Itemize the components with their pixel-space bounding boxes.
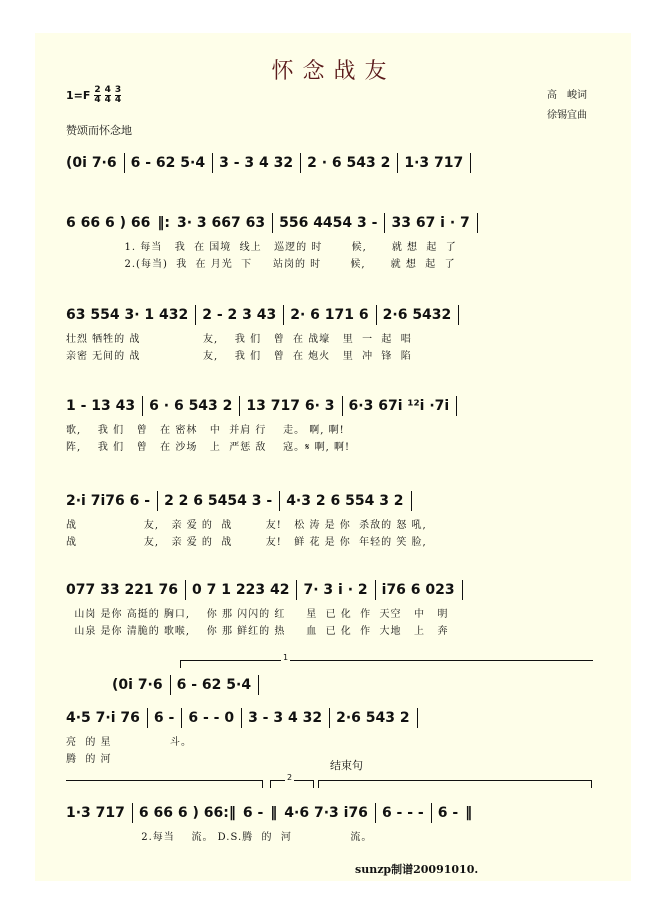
measure-notes: 1·3 717 xyxy=(404,155,464,171)
barline xyxy=(411,491,412,511)
measure-notes: 6 - - 0 xyxy=(188,710,235,726)
measure-notes: 2 · 6 543 2 xyxy=(307,155,391,171)
lyric-line: 歌, 我 们 曾 在 密林 中 并肩 行 走。 啊, 啊! xyxy=(66,425,345,436)
time-sig-4-4: $\frac{4}{4}$ xyxy=(104,85,111,105)
lyric-line: 壮烈 牺牲的 战 友, 我 们 曾 在 战壕 里 一 起 唱 xyxy=(66,334,412,345)
measure-notes: 6 - 62 5·4 xyxy=(176,677,252,693)
measure-notes: 6·3 67i ¹²i ·7i xyxy=(348,398,450,414)
measure-notes: 2·6 5432 xyxy=(382,307,452,323)
measure-notes: 6 - 62 5·4 xyxy=(130,155,206,171)
barline xyxy=(185,580,186,600)
measure-notes: 6 · 6 543 2 xyxy=(149,398,233,414)
measure-notes: ‖: xyxy=(157,215,170,231)
notation-line xyxy=(66,800,587,826)
measure-notes: 13 717 6· 3 xyxy=(246,398,335,414)
volta-2-bracket: 2 xyxy=(270,780,314,788)
barline xyxy=(212,153,213,173)
composer-credit: 徐锡宜曲 xyxy=(547,110,587,121)
notation-line xyxy=(112,672,587,698)
song-title: 怀念战友 xyxy=(271,59,396,84)
footer-credit: sunzp制谱20091010. xyxy=(355,863,479,876)
barline xyxy=(417,708,418,728)
volta-1-bracket: 1 xyxy=(180,660,593,668)
measure-notes: 0 7 1 223 42 xyxy=(192,582,290,598)
lyric-line: 1. 每当 我 在 国境 线上 巡逻的 时 候, 就 想 起 了 xyxy=(66,242,457,253)
measure-notes: 6 - xyxy=(153,710,175,726)
measure-notes: 077 33 221 76 xyxy=(66,582,179,598)
barline xyxy=(258,675,259,695)
barline xyxy=(470,153,471,173)
measure-notes: 6 - - - xyxy=(381,805,424,821)
measure-notes: 63 554 3· 1 432 xyxy=(66,307,189,323)
barline xyxy=(272,213,273,233)
lyric-line: 2.(每当) 我 在 月光 下 站岗的 时 候, 就 想 起 了 xyxy=(66,259,456,270)
lyric-line: 腾 的 河 xyxy=(66,754,112,765)
measure-notes: 6 - xyxy=(437,805,459,821)
lyric-line: 阵, 我 们 曾 在 沙场 上 严惩 敌 寇。𝄋 啊, 啊! xyxy=(66,442,350,453)
repeat-bracket xyxy=(66,780,263,788)
measure-notes: 556 4454 3 - xyxy=(279,215,378,231)
barline xyxy=(132,803,133,823)
barline xyxy=(239,396,240,416)
measure-notes: ‖ xyxy=(270,805,278,821)
measure-notes: 6 - xyxy=(242,805,264,821)
barline xyxy=(279,491,280,511)
barline xyxy=(124,153,125,173)
lyric-line: 2.每当 流。 D.S.腾 的 河 流。 xyxy=(66,832,373,843)
notation-line xyxy=(66,488,587,514)
barline xyxy=(195,305,196,325)
measure-notes: 3· 3 667 63 xyxy=(176,215,266,231)
barline xyxy=(170,675,171,695)
time-sig-3-4: $\frac{3}{4}$ xyxy=(114,85,122,105)
measure-notes: 4·3 2 6 554 3 2 xyxy=(286,493,404,509)
measure-notes: 1·3 717 xyxy=(66,805,125,821)
notation-line xyxy=(66,705,587,731)
lyric-line: 亲密 无间的 战 友, 我 们 曾 在 炮火 里 冲 锋 陷 xyxy=(66,351,412,362)
measure-notes: 2· 6 171 6 xyxy=(290,307,369,323)
barline xyxy=(397,153,398,173)
ending-label: 结束句 xyxy=(330,759,363,772)
barline xyxy=(142,396,143,416)
measure-notes: 2·i 7i76 6 - xyxy=(66,493,151,509)
measure-notes: 3 - 3 4 32 xyxy=(219,155,294,171)
barline xyxy=(477,213,478,233)
measure-notes: 7· 3 i · 2 xyxy=(303,582,368,598)
barline xyxy=(329,708,330,728)
notation-line xyxy=(66,210,587,236)
measure-notes: (0i 7·6 xyxy=(112,677,163,693)
notation-line xyxy=(66,302,587,328)
measure-notes: 33 67 i · 7 xyxy=(391,215,470,231)
measure-notes: (0i 7·6 xyxy=(66,155,117,171)
lyric-line: 战 友, 亲 爱 的 战 友! 鲜 花 是 你 年轻的 笑 脸, xyxy=(66,537,427,548)
lyric-line: 山泉 是你 清脆的 歌喉, 你 那 鲜红的 热 血 已 化 作 大地 上 奔 xyxy=(66,626,449,637)
measure-notes: 2 2 6 5454 3 - xyxy=(164,493,273,509)
lyricist-credit: 高 峻词 xyxy=(547,90,587,101)
lyric-line: 战 友, 亲 爱 的 战 友! 松 涛 是 你 杀敌的 怒 吼, xyxy=(66,520,427,531)
measure-notes: 6 66 6 ) 66 xyxy=(66,215,151,231)
barline xyxy=(283,305,284,325)
measure-notes: 3 - 3 4 32 xyxy=(248,710,323,726)
measure-notes: 2 - 2 3 43 xyxy=(202,307,277,323)
lyric-line: 山岗 是你 高挺的 胸口, 你 那 闪闪的 红 星 已 化 作 天空 中 明 xyxy=(66,609,449,620)
time-sig-2-4: $\frac{2}{4}$ xyxy=(94,85,101,105)
barline xyxy=(241,708,242,728)
key-signature xyxy=(66,86,121,105)
notation-line xyxy=(66,577,587,603)
lyric-line: 亮 的 星 斗。 xyxy=(66,737,193,748)
notation-line xyxy=(66,393,587,419)
barline xyxy=(375,580,376,600)
barline xyxy=(147,708,148,728)
barline xyxy=(342,396,343,416)
notation-line xyxy=(66,150,587,176)
measure-notes: 1 - 13 43 xyxy=(66,398,136,414)
barline xyxy=(384,213,385,233)
ending-bracket xyxy=(318,780,592,788)
barline xyxy=(296,580,297,600)
measure-notes: ‖ xyxy=(465,805,473,821)
barline xyxy=(375,803,376,823)
measure-notes: 2·6 543 2 xyxy=(336,710,410,726)
barline xyxy=(376,305,377,325)
measure-notes: i76 6 023 xyxy=(381,582,455,598)
measure-notes: 4·6 7·3 i76 xyxy=(284,805,368,821)
barline xyxy=(157,491,158,511)
barline xyxy=(456,396,457,416)
measure-notes: 6 66 6 ) 66:‖ xyxy=(138,805,236,821)
measure-notes: 4·5 7·i 76 xyxy=(66,710,140,726)
barline xyxy=(431,803,432,823)
tempo-marking: 赞颂而怀念地 xyxy=(66,124,132,137)
barline xyxy=(181,708,182,728)
key-label: 1=F xyxy=(66,89,91,102)
barline xyxy=(458,305,459,325)
barline xyxy=(462,580,463,600)
barline xyxy=(300,153,301,173)
